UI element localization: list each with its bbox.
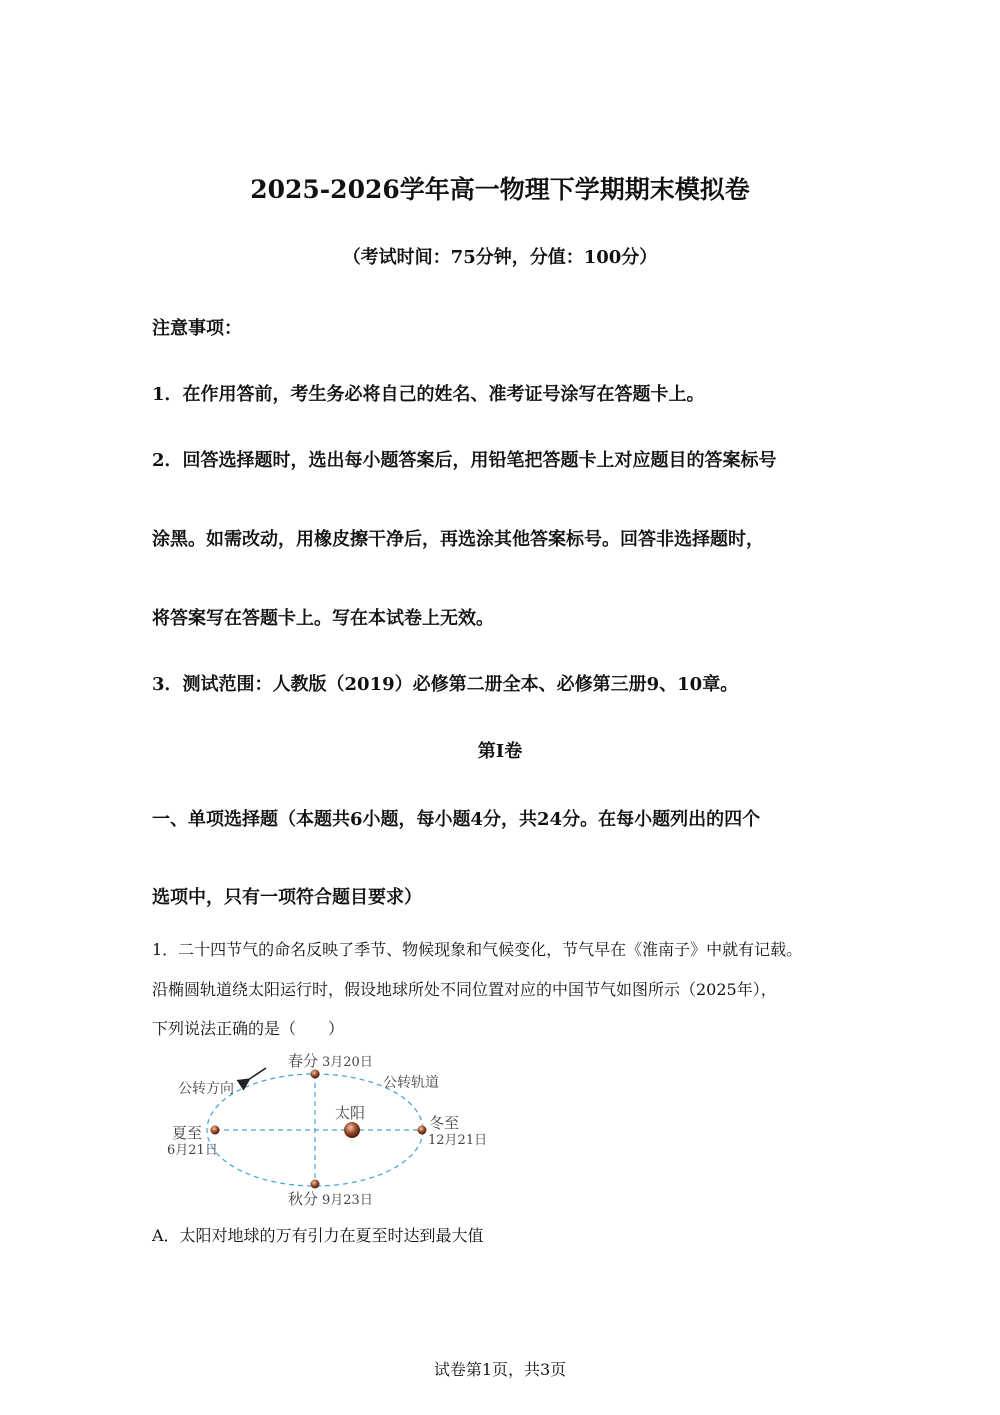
sun-label: 太阳 (335, 1104, 366, 1122)
spring-name: 春分 (288, 1052, 319, 1070)
winter-earth-marker (418, 1126, 427, 1135)
autumn-earth-marker (311, 1180, 320, 1189)
note-line: 3．测试范围：人教版（2019）必修第二册全本、必修第三册9、10章。 (152, 674, 739, 695)
volume-heading: 第Ⅰ卷 (477, 741, 523, 762)
spring-earth-marker (311, 1070, 320, 1079)
winter-name: 冬至 (429, 1114, 460, 1132)
question-1-stem-line: 沿椭圆轨道绕太阳运行时，假设地球所处不同位置对应的中国节气如图所示（2025年）， (152, 980, 777, 999)
note-line: 2．回答选择题时，选出每小题答案后，用铅笔把答题卡上对应题目的答案标号 (152, 450, 777, 471)
note-line: 1．在作用答前，考生务必将自己的姓名、准考证号涂写在答题卡上。 (152, 384, 705, 405)
page-footer: 试卷第1页，共3页 (433, 1360, 567, 1379)
summer-name: 夏至 (172, 1124, 203, 1142)
exam-title: 2025-2026学年高一物理下学期期末模拟卷 (250, 175, 750, 204)
section-heading-line: 选项中，只有一项符合题目要求） (152, 887, 422, 908)
exam-subtitle: （考试时间：75分钟，分值：100分） (342, 247, 658, 268)
note-line: 将答案写在答题卡上。写在本试卷上无效。 (152, 608, 494, 629)
summer-date: 6月21日 (167, 1143, 218, 1158)
note-line: 涂黑。如需改动，用橡皮擦干净后，再选涂其他答案标号。回答非选择题时， (152, 529, 764, 550)
option-a: A．太阳对地球的万有引力在夏至时达到最大值 (152, 1226, 484, 1245)
notes-heading: 注意事项： (152, 318, 242, 339)
winter-date: 12月21日 (428, 1133, 488, 1148)
orbit-diagram (150, 1040, 510, 1215)
orbit-label: 公转轨道 (383, 1075, 439, 1091)
direction-label: 公转方向 (178, 1081, 234, 1097)
question-1-stem-line: 1．二十四节气的命名反映了季节、物候现象和气候变化，节气早在《淮南子》中就有记载。 (152, 940, 803, 959)
section-heading-line: 一、单项选择题（本题共6小题，每小题4分，共24分。在每小题列出的四个 (152, 809, 761, 830)
question-1-stem-line: 下列说法正确的是（ ） (152, 1019, 345, 1038)
summer-earth-marker (211, 1126, 220, 1135)
direction-arrow-icon (248, 1068, 266, 1080)
autumn-date: 9月23日 (322, 1193, 373, 1208)
sun-marker (344, 1122, 360, 1138)
autumn-name: 秋分 (288, 1190, 319, 1208)
spring-date: 3月20日 (322, 1055, 373, 1070)
